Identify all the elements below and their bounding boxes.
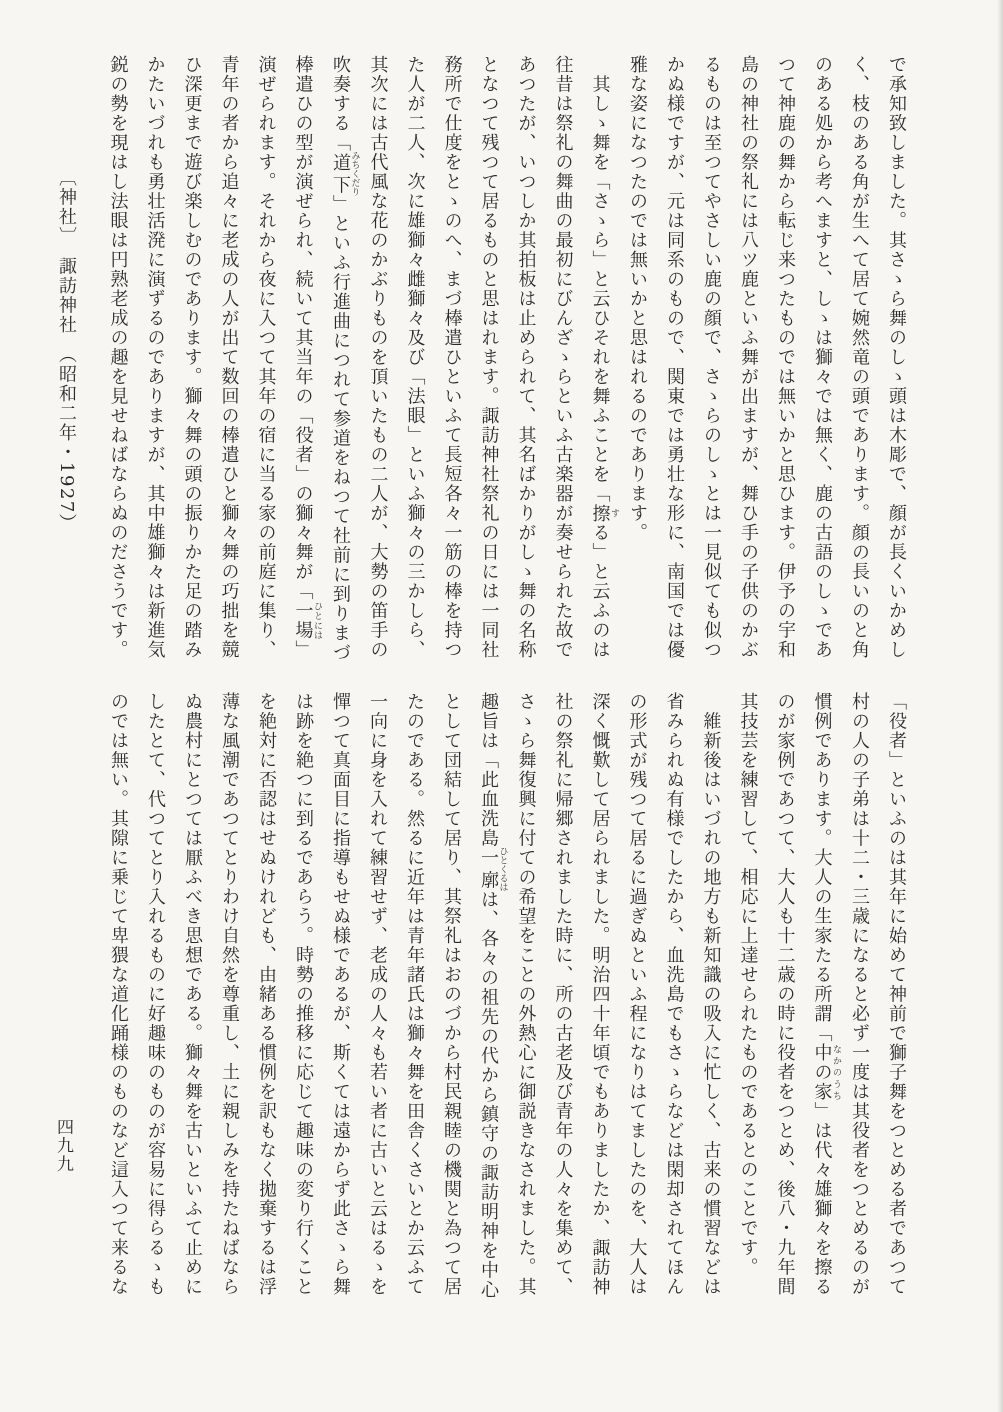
text-line: 慣例であります。大人の生家たる所謂「中の家なかのうち」は代々雄獅々を擦る [811, 692, 841, 1297]
text-line: 薄な風潮であつてとりわけ自然を尊重し、土に親しみを持たねばなら [219, 692, 240, 1297]
text-line: 一向に身を入れて練習せず、老成の人々も若い者に古いと云はるゝを [367, 692, 388, 1297]
text-line: 維新後はいづれの地方も新知識の吸入に忙しく、古来の慣習などは [700, 692, 722, 1297]
text-line: 往昔は祭礼の舞曲の最初にびんざゝらといふ古楽器が奏せられた故で [552, 55, 574, 660]
text-line: 其しゝ舞を「さゝら」と云ひそれを舞ふことを「擦する」と云ふのは [589, 55, 619, 660]
text-line: のでは無い。其隙に乗じて卑猥な道化踊様のものなど這入つて来るな [108, 692, 129, 1297]
text-line: 吹奏する「道下みちくだり」といふ行進曲につれて参道をねつて社前に到りまづ [330, 55, 360, 663]
text-line: 社の祭礼に帰郷されました時に、所の古老及び青年の人々を集めて、 [552, 692, 574, 1297]
text-line: として団結して居り、其祭礼はおのづから村民親睦の機関と為つて居 [441, 692, 462, 1297]
text-line: 深く慨歎して居られました。明治四十年頃でもありましたか、諏訪神 [589, 692, 611, 1297]
page-number: 四九九 [53, 1118, 73, 1174]
text-line: た人が二人、次に雄獅々雌獅々及び「法眼」といふ獅々の三かしら、 [404, 55, 426, 660]
text-line: 棒遣ひの型が演ぜられ、続いて其当年の「役者」の獅々舞が「一場ひとには」 [292, 55, 322, 660]
top-text-block [100, 55, 916, 673]
bottom-text-block [100, 692, 915, 1317]
text-line: は跡を絶つに到るであらう。時勢の推移に応じて趣味の変り行くこと [293, 692, 314, 1297]
text-line: となつて残つて居るものと思はれます。諏訪神社祭礼の日には一同社 [478, 55, 500, 660]
text-line: のが家例であつて、大人も十二歳の時に役者をつとめ、後八・九年間 [774, 692, 796, 1297]
text-line: 務所で仕度をとゝのへ、まづ棒遣ひといふて長短各々一筋の棒を持つ [441, 55, 463, 660]
text-line: のある処から考へますと、しゝは獅々では無く、鹿の古語のしゝであ [812, 55, 833, 660]
text-line: を絶対に否認はせぬけれども、由緒ある慣例を訳もなく拋棄するは浮 [256, 692, 277, 1297]
section-heading: 〔神社〕 諏訪神社 （昭和二年・1927） [56, 168, 77, 534]
text-line: 其次には古代風な花のかぶりものを頂いたもの二人が、大勢の笛手の [367, 55, 389, 660]
text-line: あつたが、いつしか其拍板は止められて、其名ばかりがしゝ舞の名称 [515, 55, 537, 660]
text-line: したとて、代つてとり入れるものに好趣味のものが容易に得らるゝも [145, 692, 166, 1297]
text-line: かぬ様ですが、元は同系のもので、関東では勇壮な形に、南国では優 [664, 55, 685, 660]
text-line: く、枝のある角が生へて居て婉然竜の頭であります。顔の長いのと角 [849, 55, 870, 660]
text-line: かたいづれも勇壮活溌に演ずるのでありますが、其中雄獅々は新進気 [144, 55, 166, 660]
scan-edge-shading [997, 0, 1003, 1412]
text-line: 「役者」といふのは其年に始めて神前で獅子舞をつとめる者であつて [886, 692, 907, 1297]
text-line: 趣旨は「此血洗島一廓ひとくるはは、各々の祖先の代から鎮守の諏訪明神を中心 [478, 692, 508, 1300]
text-line: 演ぜられます。それから夜に入つて其年の宿に当る家の前庭に集り、 [255, 55, 277, 660]
text-line: 省みられぬ有様でしたから、血洗島でもさゝらなどは閑却されてほん [663, 692, 685, 1297]
text-line: の形式が残つて居るに過ぎぬといふ程になりはてましたのを、大人は [626, 692, 648, 1297]
text-line: 村の人の子弟は十二・三歳になると必ず一度は其役者をつとめるのが [849, 692, 870, 1297]
text-line: ひ深更まで遊び楽しむのであります。獅々舞の頭の振りかた足の踏み [181, 55, 203, 660]
text-line: つて神鹿の舞から転じ来つたものでは無いかと思ひます。伊予の宇和 [775, 55, 796, 660]
text-line: ぬ農村にとつては厭ふべき思想である。獅々舞を古いといふて止めに [182, 692, 203, 1297]
text-line: るものは至つてやさしい鹿の顔で、さゝらのしゝとは一見似ても似つ [701, 55, 722, 660]
text-line: 鋭の勢を現はし法眼は円熟老成の趣を見せねばならぬのださうです。 [107, 55, 129, 660]
text-line: で承知致しました。其さゝら舞のしゝ頭は木彫で、顔が長くいかめし [886, 55, 907, 660]
text-line: 青年の者から追々に老成の人が出て数回の棒遣ひと獅々舞の巧拙を競 [218, 55, 240, 660]
text-line: さゝら舞復興に付ての希望をことの外熱心に御説きなされました。其 [515, 692, 537, 1297]
text-line: 島の神社の祭礼には八ツ鹿といふ舞が出ますが、舞ひ手の子供のかぶ [738, 55, 759, 660]
text-line: たのである。然るに近年は青年諸氏は獅々舞を田舎くさいとか云ふて [404, 692, 425, 1297]
text-line: 憚つて真面目に指導もせぬ様であるが、斯くては遠からず此さゝら舞 [330, 692, 351, 1297]
text-line: 其技芸を練習して、相応に上達せられたものであるとのことです。 [737, 692, 759, 1277]
text-line: 雅な姿になつたのでは無いかと思はれるのであります。 [627, 55, 648, 543]
